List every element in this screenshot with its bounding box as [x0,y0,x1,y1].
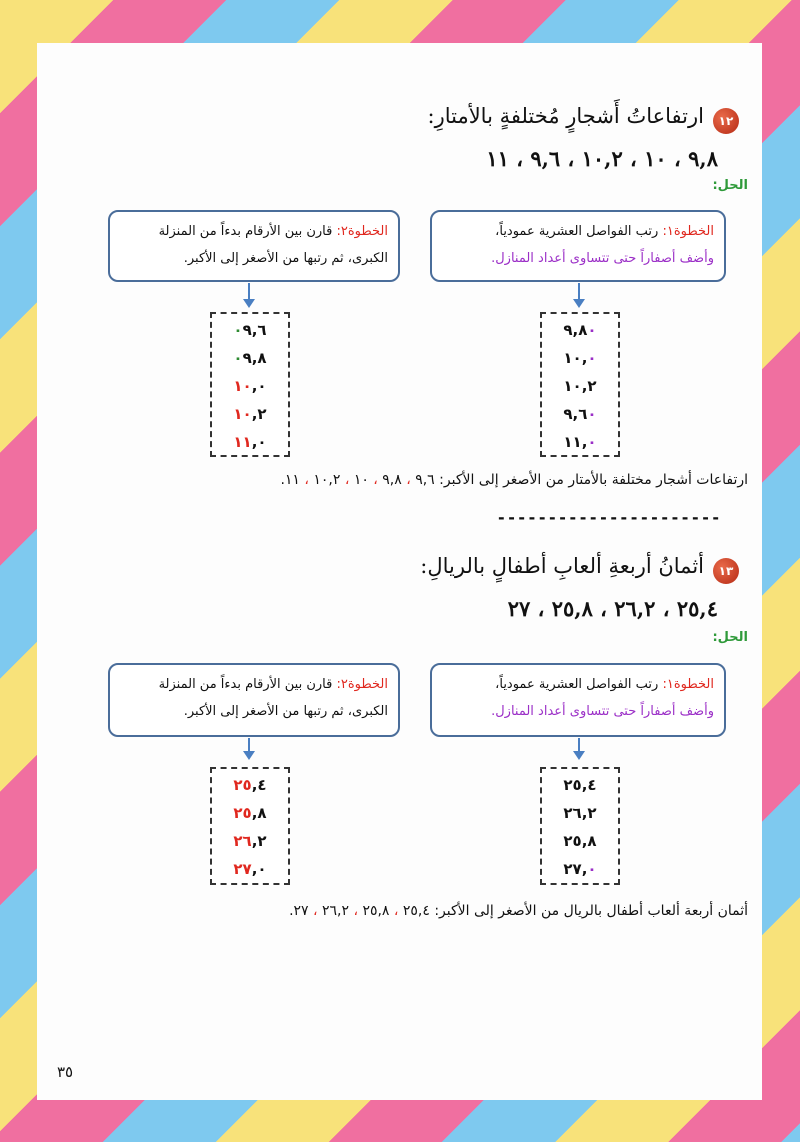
q13-sorted-row: ٢٥,٨ [233,804,267,822]
q13-arrow2-shaft [248,738,250,752]
question-13-numbers: ٢٥,٤ ، ٢٦,٢ ، ٢٥,٨ ، ٢٧ [507,596,718,621]
q12-sorted-row: ١١,٠ [233,433,267,451]
page-number: ٣٥ [57,1063,74,1081]
q13-aligned-row: ٢٧,٠ [563,860,597,878]
q13-aligned-box [540,767,620,885]
q12-arrow2-head [243,299,255,308]
q13-step1-text2: وأضف أصفاراً حتى تتساوى أعداد المنازل. [491,704,714,719]
q13-step2-text: قارن بين الأرقام بدءاً من المنزلة [158,677,337,692]
separator-line: - - - - - - - - - - - - - - - - - - - - - - [498,508,719,527]
q12-step1-text: رتب الفواصل العشرية عمودياً، [495,224,663,239]
q13-aligned-row: ٢٥,٤ [563,776,597,794]
q12-step1-box [430,210,726,282]
q12-arrow1-shaft [578,283,580,300]
q12-sorted-box [210,312,290,457]
q13-sorted-row: ٢٥,٤ [233,776,267,794]
question-12-numbers: ٩,٨ ، ١٠ ، ١٠,٢ ، ٩,٦ ، ١١ [486,146,718,171]
question-13-solution-label: الحل: [712,630,748,645]
q12-sorted-row: ١٠,٢ [233,405,267,423]
q12-aligned-row: ٩,٨٠ [563,321,597,339]
q13-step2-label: الخطوة٢: [336,677,388,692]
q12-sorted-row: ١٠,٠ [233,377,267,395]
q13-sorted-row: ٢٦,٢ [233,832,267,850]
q12-step2-label: الخطوة٢: [336,224,388,239]
q13-sorted-row: ٢٧,٠ [233,860,267,878]
q13-summary: أثمان أربعة ألعاب أطفال بالريال من الأصغر إلى الأكبر: ٢٥,٤ ، ٢٥,٨ ، ٢٦,٢ ، ٢٧. [289,903,748,919]
q12-aligned-row: ١٠,٠ [563,349,597,367]
q12-sorted-row: ٠٩,٦ [233,321,267,339]
q13-step2-box [108,663,400,737]
q13-aligned-row: ٢٥,٨ [563,832,597,850]
q13-step2-text2: الكبرى، ثم رتبها من الأصغر إلى الأكبر. [183,704,388,719]
q12-aligned-row: ٩,٦٠ [563,405,597,423]
q13-step1-label: الخطوة١: [662,677,714,692]
q13-arrow1-shaft [578,738,580,752]
q12-arrow1-head [573,299,585,308]
q12-aligned-box [540,312,620,457]
question-12-badge: ١٢ [713,108,739,134]
q12-step1-label: الخطوة١: [662,224,714,239]
q13-step1-box [430,663,726,737]
question-13-badge: ١٣ [713,558,739,584]
q12-aligned-row: ١١,٠ [563,433,597,451]
q12-summary: ارتفاعات أشجار مختلفة بالأمتار من الأصغر إلى الأكبر: ٩,٦ ، ٩,٨ ، ١٠ ، ١٠,٢ ، ١١. [280,472,748,488]
q12-aligned-row: ١٠,٢ [563,377,597,395]
q12-sorted-row: ٠٩,٨ [233,349,267,367]
question-12-title: ارتفاعاتُ أَشجارٍ مُختلفةٍ بالأمتارِ: [427,104,704,128]
question-12-solution-label: الحل: [712,178,748,193]
q13-arrow2-head [243,751,255,760]
q13-aligned-row: ٢٦,٢ [563,804,597,822]
q12-step2-text2: الكبرى، ثم رتبها من الأصغر إلى الأكبر. [183,251,388,266]
question-13-title: أثمانُ أربعةِ ألعابِ أطفالٍ بالريالِ: [420,554,704,578]
q13-sorted-box [210,767,290,885]
q12-step1-text2: وأضف أصفاراً حتى تتساوى أعداد المنازل. [491,251,714,266]
q13-arrow1-head [573,751,585,760]
q13-step1-text: رتب الفواصل العشرية عمودياً، [495,677,663,692]
q12-step2-box [108,210,400,282]
q12-arrow2-shaft [248,283,250,300]
q12-step2-text: قارن بين الأرقام بدءاً من المنزلة [158,224,337,239]
